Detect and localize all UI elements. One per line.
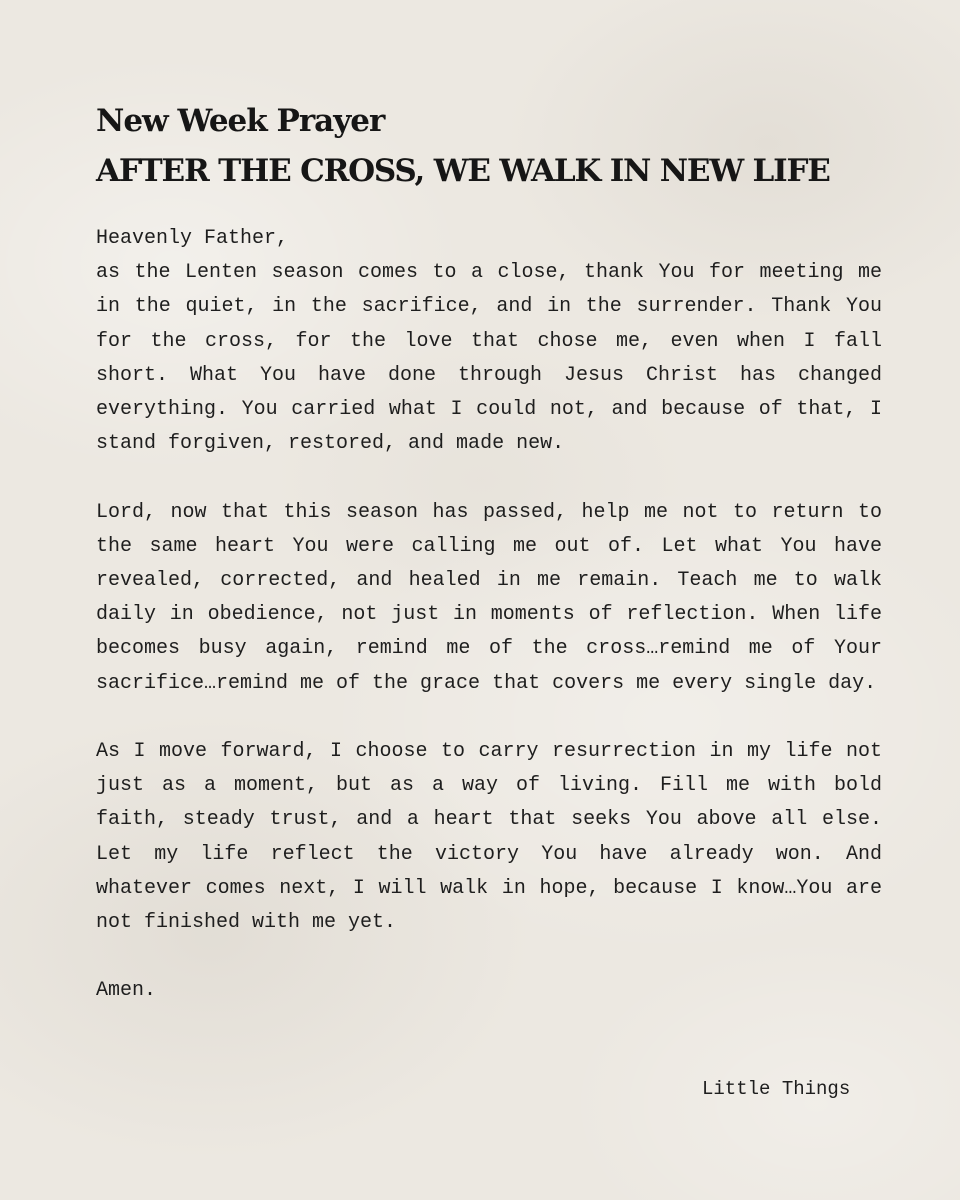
greeting: Heavenly Father, [96,227,289,250]
paragraph-gap [96,701,882,735]
paragraph-2: Lord, now that this season has passed, help me not to return to the same heart You were calling me out of. Let what You have revealed, corrected, and healed in me remain. Teach me to walk daily in obedience, not just in moments of reflection. When life becomes busy again, remind me of the cross…remind me of Your sacrifice…remind me of the grace that covers me every single day. [96,500,882,695]
signature: Little Things [702,1078,851,1100]
prayer-heading: AFTER THE CROSS, WE WALK IN NEW LIFE [96,153,830,189]
prayer-body [96,222,882,1009]
paragraph-gap [96,940,882,974]
closing-amen: Amen. [96,979,157,1003]
paragraph-3: As I move forward, I choose to carry resurrection in my life not just as a moment, but as a way of living. Fill me with bold faith, steady trust, and a heart that seeks You above all else. Let my life reflect the victory You have already won. And whatever comes next, I will walk in hope, because I know…You are not finished with me yet. [96,740,882,935]
paragraph-gap [96,461,882,495]
page-title: New Week Prayer [96,103,385,139]
paragraph-1: as the Lenten season comes to a close, thank You for meeting me in the quiet, in the sacrifice, and in the surrender. Thank You for the cross, for the love that chose me, even when I fall short. What You have done through Jesus Christ has changed everything. You carried what I could not, and because of that, I stand forgiven, restored, and made new. [96,261,882,456]
prayer-page [96,96,882,1009]
